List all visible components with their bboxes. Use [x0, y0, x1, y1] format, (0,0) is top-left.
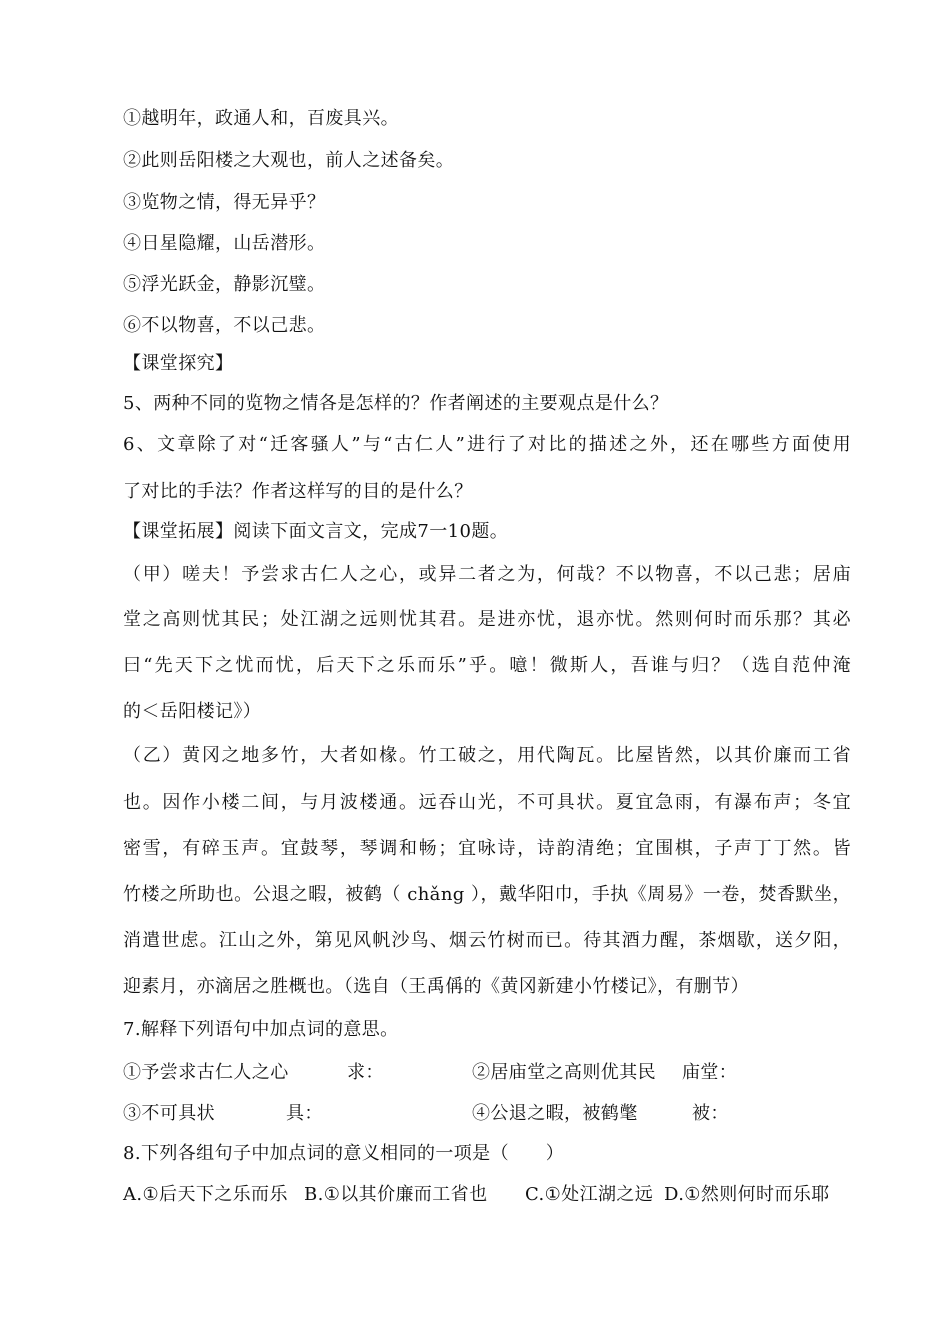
question-8-stem: 8.下列各组句子中加点词的意义相同的一项是（ ） [123, 1143, 565, 1164]
question-7-stem: 7.解释下列语句中加点词的意思。 [123, 1019, 399, 1040]
question-6-line-2: 了对比的手法？作者这样写的目的是什么？ [123, 481, 473, 502]
q7-label-4: 被： [692, 1103, 729, 1124]
text-line-3: ③览物之情，得无异乎？ [123, 192, 326, 213]
passage-b-line-3: 密雪，有碎玉声。宜鼓琴，琴调和畅；宜咏诗，诗韵清绝；宜围棋，子声丁丁然。皆 [123, 838, 851, 859]
question-5: 5、两种不同的览物之情各是怎样的？作者阐述的主要观点是什么？ [123, 393, 669, 414]
q7-label-3: 具： [286, 1103, 323, 1124]
q8-option-b: B.①以其价廉而工省也 [304, 1184, 488, 1205]
q7-label-1: 求： [347, 1062, 384, 1083]
text-line-2: ②此则岳阳楼之大观也，前人之述备矣。 [123, 150, 455, 171]
passage-a-line-4: 的＜岳阳楼记》） [123, 701, 262, 722]
q8-option-c: C.①处江湖之远 [525, 1184, 654, 1205]
passage-b-line-1: （乙）黄冈之地多竹，大者如椽。竹工破之，用代陶瓦。比屋皆然，以其价廉而工省 [123, 745, 851, 766]
question-6-line-1: 6、文章除了对“迁客骚人”与“古仁人”进行了对比的描述之外，还在哪些方面使用 [123, 434, 851, 455]
q7-label-2: 庙堂： [682, 1062, 738, 1083]
q7-item-2: ②居庙堂之高则优其民 [472, 1062, 656, 1083]
q7-item-4: ④公退之暇，被鹤氅 [472, 1103, 638, 1124]
text-line-4: ④日星隐耀，山岳潜形。 [123, 233, 326, 254]
q8-option-a: A.①后天下之乐而乐 [123, 1184, 288, 1205]
q7-item-3: ③不可具状 [123, 1103, 215, 1124]
section-heading-inquiry: 【课堂探究】 [123, 353, 234, 374]
passage-b-line-5: 消遣世虑。江山之外，第见风帆沙鸟、烟云竹树而已。待其酒力醒，茶烟歇，送夕阳， [123, 930, 851, 951]
text-line-6: ⑥不以物喜，不以己悲。 [123, 315, 326, 336]
section-heading-extension: 【课堂拓展】阅读下面文言文，完成7一10题。 [123, 521, 509, 542]
passage-b-line-6: 迎素月，亦滴居之胜概也。（选自（王禹偁的《黄冈新建小竹楼记》，有删节） [123, 976, 749, 997]
q8-option-d: D.①然则何时而乐耶 [664, 1184, 830, 1205]
passage-b-line-2: 也。因作小楼二间，与月波楼通。远吞山光，不可具状。夏宜急雨，有瀑布声；冬宜 [123, 792, 851, 813]
q7-item-1: ①予尝求古仁人之心 [123, 1062, 289, 1083]
text-line-1: ①越明年，政通人和，百废具兴。 [123, 108, 399, 129]
passage-a-line-1: （甲）嗟夫！予尝求古仁人之心，或异二者之为，何哉？不以物喜，不以己悲；居庙 [123, 564, 851, 585]
passage-a-line-2: 堂之高则忧其民；处江湖之远则忧其君。是进亦忧，退亦忧。然则何时而乐那？其必 [123, 609, 851, 630]
passage-a-line-3: 曰“先天下之忧而忧，后天下之乐而乐”乎。噫！微斯人，吾谁与归？（选自范仲淹 [123, 655, 851, 676]
text-line-5: ⑤浮光跃金，静影沉璧。 [123, 274, 326, 295]
passage-b-line-4: 竹楼之所助也。公退之暇，被鹤（ chǎng ），戴华阳巾，手执《周易》一卷，焚香默坐， [123, 884, 851, 905]
